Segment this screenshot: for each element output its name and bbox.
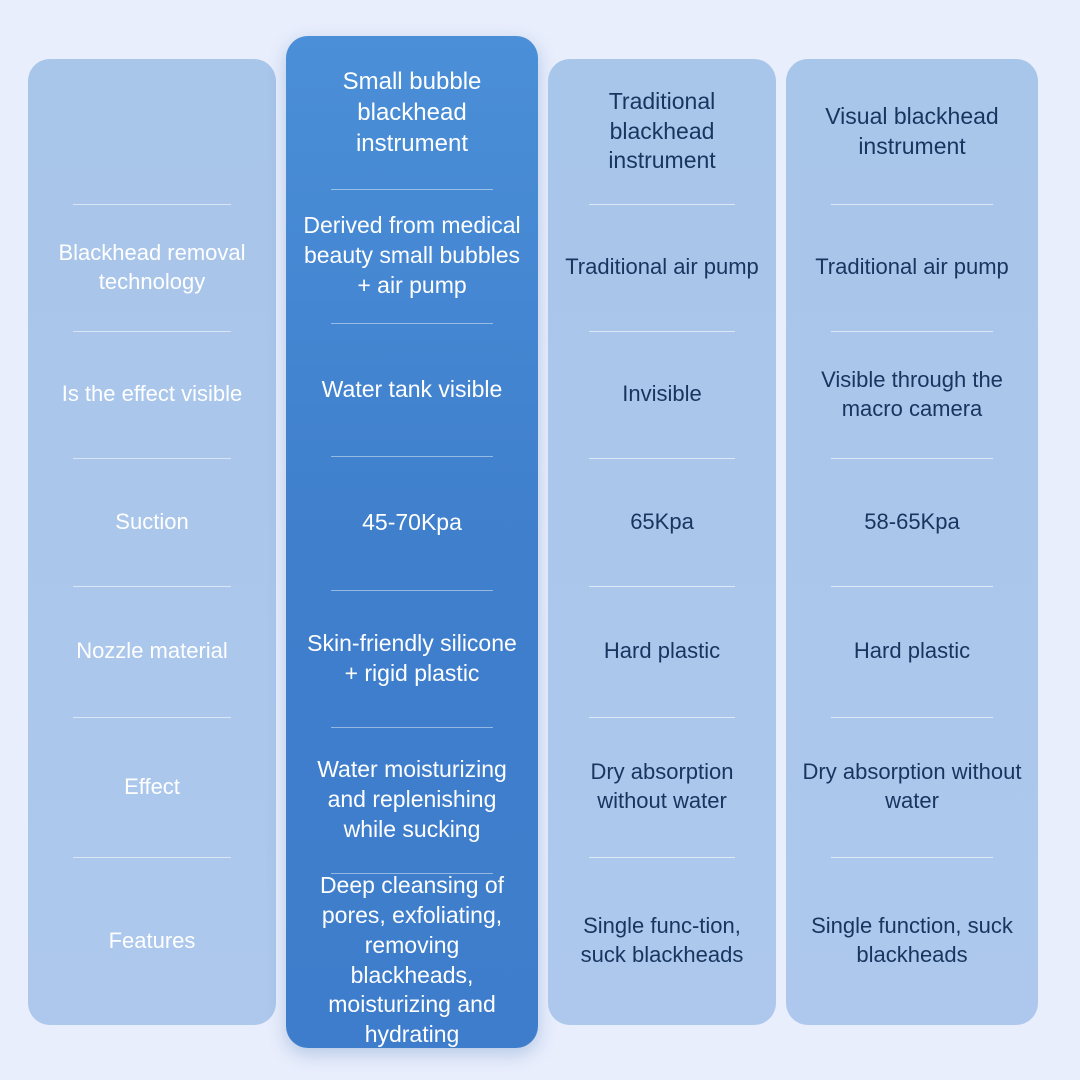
cell-traditional-effect: Dry absorption without water [548,717,776,857]
row-label-nozzle-material: Nozzle material [28,586,276,717]
cell-small-bubble-features: Deep cleansing of pores, exfoliating, removing blackheads, moisturizing and hydrating [286,873,538,1048]
cell-visual-suction: 58-65Kpa [786,458,1038,586]
cell-visual-effect-visible: Visible through the macro camera [786,331,1038,458]
column-visual-instrument [786,59,1038,1025]
cell-traditional-features: Single func-tion, suck blackheads [548,857,776,1025]
cell-visual-effect: Dry absorption without water [786,717,1038,857]
column-row-labels [28,59,276,1025]
row-label-suction: Suction [28,458,276,586]
cell-small-bubble-suction: 45-70Kpa [286,456,538,590]
row-label-effect-visible: Is the effect visible [28,331,276,458]
cell-visual-nozzle-material: Hard plastic [786,586,1038,717]
comparison-table [28,36,1060,1048]
cell-traditional-suction: 65Kpa [548,458,776,586]
cell-small-bubble-nozzle-material: Skin-friendly silicone + rigid plastic [286,590,538,727]
row-label-technology: Blackhead removal technology [28,204,276,331]
column-traditional-instrument [548,59,776,1025]
column-header-visual: Visual blackhead instrument [825,102,999,159]
row-label-features: Features [28,857,276,1025]
cell-traditional-technology: Traditional air pump [548,204,776,331]
cell-small-bubble-technology: Derived from medical beauty small bubbles + air pump [286,189,538,323]
cell-visual-technology: Traditional air pump [786,204,1038,331]
row-label-effect: Effect [28,717,276,857]
cell-traditional-nozzle-material: Hard plastic [548,586,776,717]
column-small-bubble-instrument [286,36,538,1048]
cell-traditional-effect-visible: Invisible [548,331,776,458]
cell-small-bubble-effect-visible: Water tank visible [286,323,538,456]
column-header-small-bubble: Small bubble blackhead instrument [342,67,482,158]
cell-small-bubble-effect: Water moisturizing and replenishing while sucking [286,727,538,873]
cell-visual-features: Single function, suck blackheads [786,857,1038,1025]
column-header-traditional: Traditional blackhead instrument [608,87,716,174]
